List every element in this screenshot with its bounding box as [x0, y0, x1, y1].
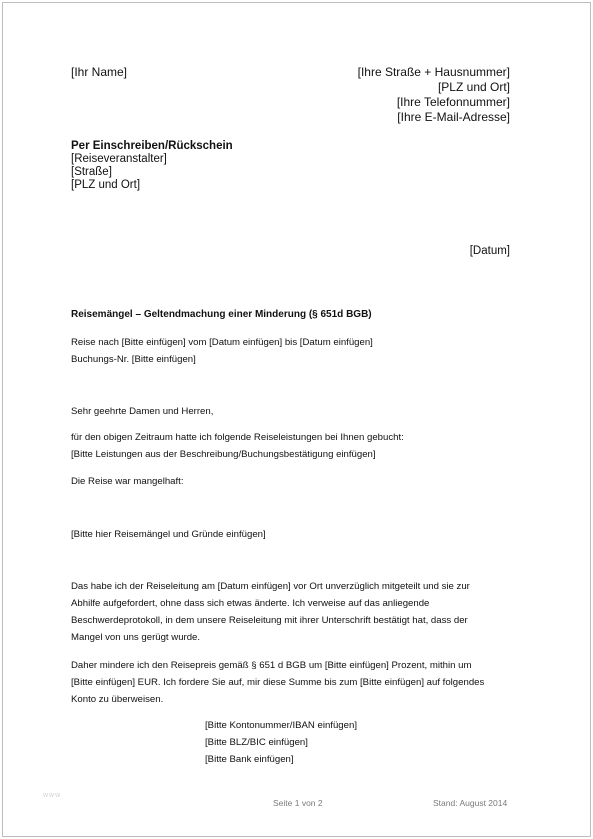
sender-name: [Ihr Name] [71, 65, 128, 79]
bank-details [205, 717, 357, 768]
paragraph-line: Konto zu überweisen. [71, 694, 164, 705]
paragraph-line: Daher mindere ich den Reisepreis gemäß § 651 d BGB um [Bitte einfügen] Prozent, mithin um [71, 660, 472, 671]
bank-iban: [Bitte Kontonummer/IBAN einfügen] [205, 720, 357, 731]
paragraph-line: [Bitte Leistungen aus der Beschreibung/Buchungsbestätigung einfügen] [71, 449, 376, 460]
paragraph-line: [Bitte einfügen] EUR. Ich fordere Sie auf, mir diese Summe bis zum [Bitte einfügen] auf folgendes [71, 677, 485, 688]
paragraph-defective: Die Reise war mangelhaft: [71, 476, 184, 487]
sender-email: [Ihre E-Mail-Adresse] [397, 110, 510, 124]
trip-details: Reise nach [Bitte einfügen] vom [Datum einfügen] bis [Datum einfügen] [71, 337, 373, 348]
booking-number: Buchungs-Nr. [Bitte einfügen] [71, 354, 196, 365]
footer-page-number: Seite 1 von 2 [273, 798, 323, 808]
footer-watermark: www [43, 792, 62, 799]
salutation: Sehr geehrte Damen und Herren, [71, 406, 214, 417]
paragraph-booked-services [71, 429, 404, 463]
trip-reference [71, 334, 373, 368]
paragraph-line: Mangel von uns gerügt wurde. [71, 632, 201, 643]
sender-address-block [358, 65, 510, 125]
footer-version-date: Stand: August 2014 [433, 798, 508, 808]
document-page [2, 2, 591, 837]
sender-zip-city: [PLZ und Ort] [437, 80, 510, 94]
bank-bic: [Bitte BLZ/BIC einfügen] [205, 737, 308, 748]
recipient-zip-city: [PLZ und Ort] [71, 179, 141, 191]
paragraph-line: Das habe ich der Reiseleitung am [Datum einfügen] vor Ort unverzüglich mitgeteilt und sie zur [71, 581, 470, 592]
paragraph-line: für den obigen Zeitraum hatte ich folgende Reiseleistungen bei Ihnen gebucht: [71, 432, 404, 443]
paragraph-reduction [71, 657, 484, 708]
recipient-name: [Reiseveranstalter] [71, 153, 167, 165]
paragraph-complaint [71, 578, 470, 646]
delivery-method: Per Einschreiben/Rückschein [71, 140, 233, 152]
sender-phone: [Ihre Telefonnummer] [396, 95, 510, 109]
paragraph-line: Beschwerdeprotokoll, in dem unsere Reiseleitung mit ihrer Unterschrift bestätigt hat, dass der [71, 615, 468, 626]
paragraph-line: Abhilfe aufgefordert, ohne dass sich etwas änderte. Ich verweise auf das anliegende [71, 598, 430, 609]
recipient-block [71, 140, 233, 192]
bank-name: [Bitte Bank einfügen] [205, 754, 294, 765]
letter-subject: Reisemängel – Geltendmachung einer Minderung (§ 651d BGB) [71, 309, 372, 320]
paragraph-defects-placeholder: [Bitte hier Reisemängel und Gründe einfügen] [71, 529, 266, 540]
letter-date: [Datum] [469, 245, 510, 257]
sender-street: [Ihre Straße + Hausnummer] [357, 65, 510, 79]
recipient-street: [Straße] [71, 166, 112, 178]
